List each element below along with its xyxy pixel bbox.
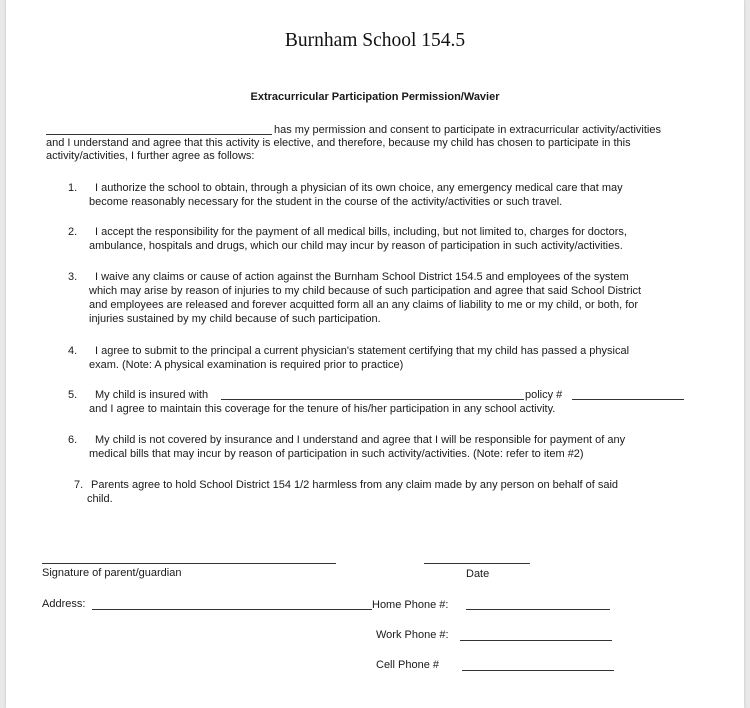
item-2-line-2: ambulance, hospitals and drugs, which our child may incur by reason of participation in such activity/activities. — [89, 240, 623, 252]
item-3-line-2: which may arise by reason of injuries to my child because of such participation and agree that said School District — [89, 285, 642, 297]
item-1-number: 1. — [68, 182, 78, 194]
item-3-line-1: I waive any claims or cause of action against the Burnham School District 154.5 and employees of the system — [95, 271, 629, 283]
item-7-line-1: Parents agree to hold School District 154 1/2 harmless from any claim made by any person on behalf of said — [91, 479, 619, 491]
item-3-number: 3. — [68, 271, 78, 283]
permission-form-page — [6, 0, 744, 708]
signature-line[interactable] — [42, 563, 336, 564]
item-1-line-1: I authorize the school to obtain, through a physician of its own choice, any emergency medical care that may — [95, 182, 623, 194]
item-3-line-3: and employees are released and forever acquitted form all an any claims of liability to me or my child, or both, for — [89, 299, 639, 311]
date-line[interactable] — [424, 563, 530, 564]
work-phone-label: Work Phone #: — [376, 629, 449, 641]
item-3-line-4: injuries sustained by my child because of such participation. — [89, 313, 381, 325]
form-subtitle: Extracurricular Participation Permission/Wavier — [250, 91, 500, 103]
item-5-number: 5. — [68, 389, 78, 401]
intro-line-1: has my permission and consent to participate in extracurricular activity/activities — [274, 124, 661, 136]
item-2-number: 2. — [68, 226, 78, 238]
item-7-number: 7. — [74, 479, 84, 491]
intro-line-2: and I understand and agree that this activity is elective, and therefore, because my child has chosen to participate in this — [46, 137, 631, 149]
home-phone-label: Home Phone #: — [372, 599, 449, 611]
address-label: Address: — [42, 598, 86, 610]
item-7-line-2: child. — [87, 493, 113, 505]
item-1-line-2: become reasonably necessary for the student in the course of the activity/activities or such travel. — [89, 196, 563, 208]
intro-line-3: activity/activities, I further agree as follows: — [46, 150, 255, 162]
item-2-line-1: I accept the responsibility for the payment of all medical bills, including, but not limited to, charges for doctors, — [95, 226, 627, 238]
cell-phone-line[interactable] — [462, 670, 614, 671]
item-5-policy-label: policy # — [525, 389, 563, 401]
item-6-line-1: My child is not covered by insurance and I understand and agree that I will be responsible for payment of any — [95, 434, 626, 446]
date-label: Date — [466, 568, 490, 580]
document-title: Burnham School 154.5 — [284, 30, 466, 51]
policy-number-blank[interactable] — [572, 399, 684, 400]
item-4-line-1: I agree to submit to the principal a current physician's statement certifying that my child has passed a physical — [95, 345, 630, 357]
item-6-number: 6. — [68, 434, 78, 446]
child-name-blank[interactable] — [46, 134, 272, 135]
item-5-insured-label: My child is insured with — [95, 389, 209, 401]
item-6-line-2: medical bills that may incur by reason of participation in such activity/activities. (Note: refer to item #2) — [89, 448, 584, 460]
work-phone-line[interactable] — [460, 640, 612, 641]
insurance-company-blank[interactable] — [221, 399, 524, 400]
cell-phone-label: Cell Phone # — [376, 659, 439, 671]
home-phone-line[interactable] — [466, 609, 610, 610]
item-5-line-2: and I agree to maintain this coverage for the tenure of his/her participation in any school activity. — [89, 403, 556, 415]
item-4-line-2: exam. (Note: A physical examination is required prior to practice) — [89, 359, 404, 371]
signature-label: Signature of parent/guardian — [42, 567, 182, 579]
item-4-number: 4. — [68, 345, 78, 357]
address-line[interactable] — [92, 609, 372, 610]
